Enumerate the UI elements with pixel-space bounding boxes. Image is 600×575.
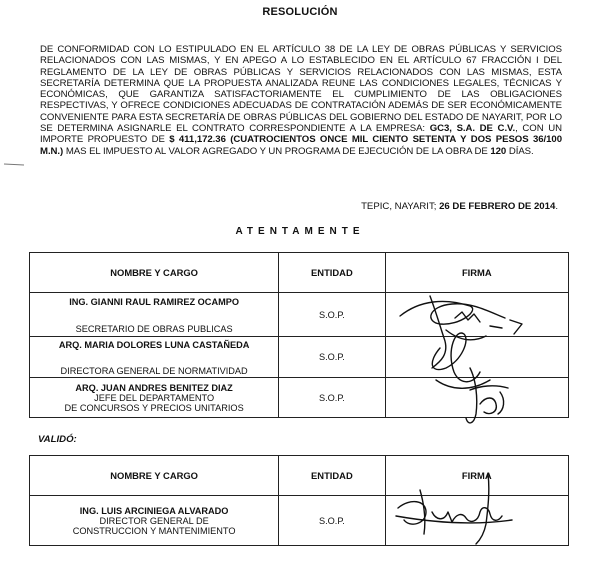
body-part1: DE CONFORMIDAD CON LO ESTIPULADO EN EL ARTÍCULO 38 DE LA LEY DE OBRAS PÚBLICAS Y SERVICIOS RELACIONADOS CON LAS MISMAS, Y EN APEGO A LO ESTABLECIDO EN EL ARTÍCULO 67 FRACCIÓN I DEL REGLAMENTO DE LA LEY DE OBRAS PÚBLICAS Y SERVICIOS RELACIONADOS CON LAS MISMAS, ESTA SECRETARÍA DETERMINA QUE LA PROPUESTA ANALIZADA REUNE LAS CONDICIONES LEGALES, TÉCNICAS Y ECONÓMICAS, QUE GARANTIZA SATISFACTORIAMENTE EL CUMPLIMIENTO DE LAS OBLIGACIONES RESPECTIVAS, Y OFRECE CONDICIONES ADECUADAS DE CONTRATACIÓN ADEMÁS DE SER ECONÓMICAMENTE CONVENIENTE PARA ESTA SECRETARÍA DE OBRAS PÚBLICAS DEL GOBIERNO DEL ESTADO DE NAYARIT, POR LO SE DETERMINA ASIGNARLE EL CONTRATO CORRESPONDIENTE A LA EMPRESA: xyxy=(40,44,562,135)
company-name: GC3, S.A. DE C.V. xyxy=(429,123,516,135)
execution-days: 120 xyxy=(490,145,507,157)
signer-position: JEFE DEL DEPARTAMENTO xyxy=(94,392,215,403)
table-row xyxy=(30,378,569,418)
margin-mark xyxy=(0,160,30,168)
signer-position-line2: CONSTRUCCION Y MANTENIMIENTO xyxy=(72,525,236,536)
place-and-date xyxy=(361,201,558,212)
signer-position: SECRETARIO DE OBRAS PUBLICAS xyxy=(75,324,233,334)
table-header-row xyxy=(30,456,569,496)
header-firma: FIRMA xyxy=(385,253,568,293)
firma-cell xyxy=(385,496,568,546)
firma-cell xyxy=(385,337,568,378)
date-end: . xyxy=(555,201,558,212)
place: TEPIC, NAYARIT; xyxy=(361,201,440,212)
firma-cell xyxy=(385,293,568,337)
body-part2: , CON UN IMPORTE PROPUESTO DE xyxy=(40,123,562,146)
nombre-cargo-cell xyxy=(30,337,279,378)
signer-name: ING. LUIS ARCINIEGA ALVARADO xyxy=(79,505,229,516)
firma-cell xyxy=(385,378,568,418)
signer-position-line2: DE CONCURSOS Y PRECIOS UNITARIOS xyxy=(64,402,244,413)
signer-position: DIRECTOR GENERAL DE xyxy=(99,515,209,526)
header-entidad: ENTIDAD xyxy=(279,456,385,496)
body-part4: DÍAS. xyxy=(506,145,534,157)
document-title: RESOLUCIÓN xyxy=(262,6,338,18)
closing-atentamente: ATENTAMENTE xyxy=(235,226,365,237)
header-nombre-cargo: NOMBRE Y CARGO xyxy=(30,253,279,293)
signer-name: ARQ. JUAN ANDRES BENITEZ DIAZ xyxy=(75,382,233,393)
signer-position: DIRECTORA GENERAL DE NORMATIVIDAD xyxy=(60,365,248,376)
signer-name: ARQ. MARIA DOLORES LUNA CASTAÑEDA xyxy=(58,339,250,350)
validated-label: VALIDÓ: xyxy=(38,434,77,445)
entidad-cell: S.O.P. xyxy=(279,337,385,378)
contract-amount: $ 411,172.36 (CUATROCIENTOS ONCE MIL CIENTO SETENTA Y DOS PESOS 36/100 M.N.) xyxy=(40,134,562,157)
entidad-cell: S.O.P. xyxy=(279,496,385,546)
signer-name: ING. GIANNI RAUL RAMIREZ OCAMPO xyxy=(69,297,240,307)
resolution-body xyxy=(40,44,562,157)
header-firma: FIRMA xyxy=(385,456,568,496)
header-nombre-cargo: NOMBRE Y CARGO xyxy=(30,456,279,496)
signatures-table xyxy=(29,252,569,418)
table-row xyxy=(30,496,569,546)
nombre-cargo-cell xyxy=(30,496,279,546)
table-row xyxy=(30,337,569,378)
table-header-row xyxy=(30,253,569,293)
table-row xyxy=(30,293,569,337)
body-part3: MAS EL IMPUESTO AL VALOR AGREGADO Y UN PROGRAMA DE EJECUCIÓN DE LA OBRA DE xyxy=(63,145,491,157)
date: 26 DE FEBRERO DE 2014 xyxy=(439,201,556,212)
margin-dash-icon xyxy=(0,160,30,168)
nombre-cargo-cell xyxy=(30,293,279,337)
nombre-cargo-cell xyxy=(30,378,279,418)
entidad-cell: S.O.P. xyxy=(279,293,385,337)
header-entidad: ENTIDAD xyxy=(279,253,385,293)
entidad-cell: S.O.P. xyxy=(279,378,385,418)
validation-table xyxy=(29,455,569,546)
